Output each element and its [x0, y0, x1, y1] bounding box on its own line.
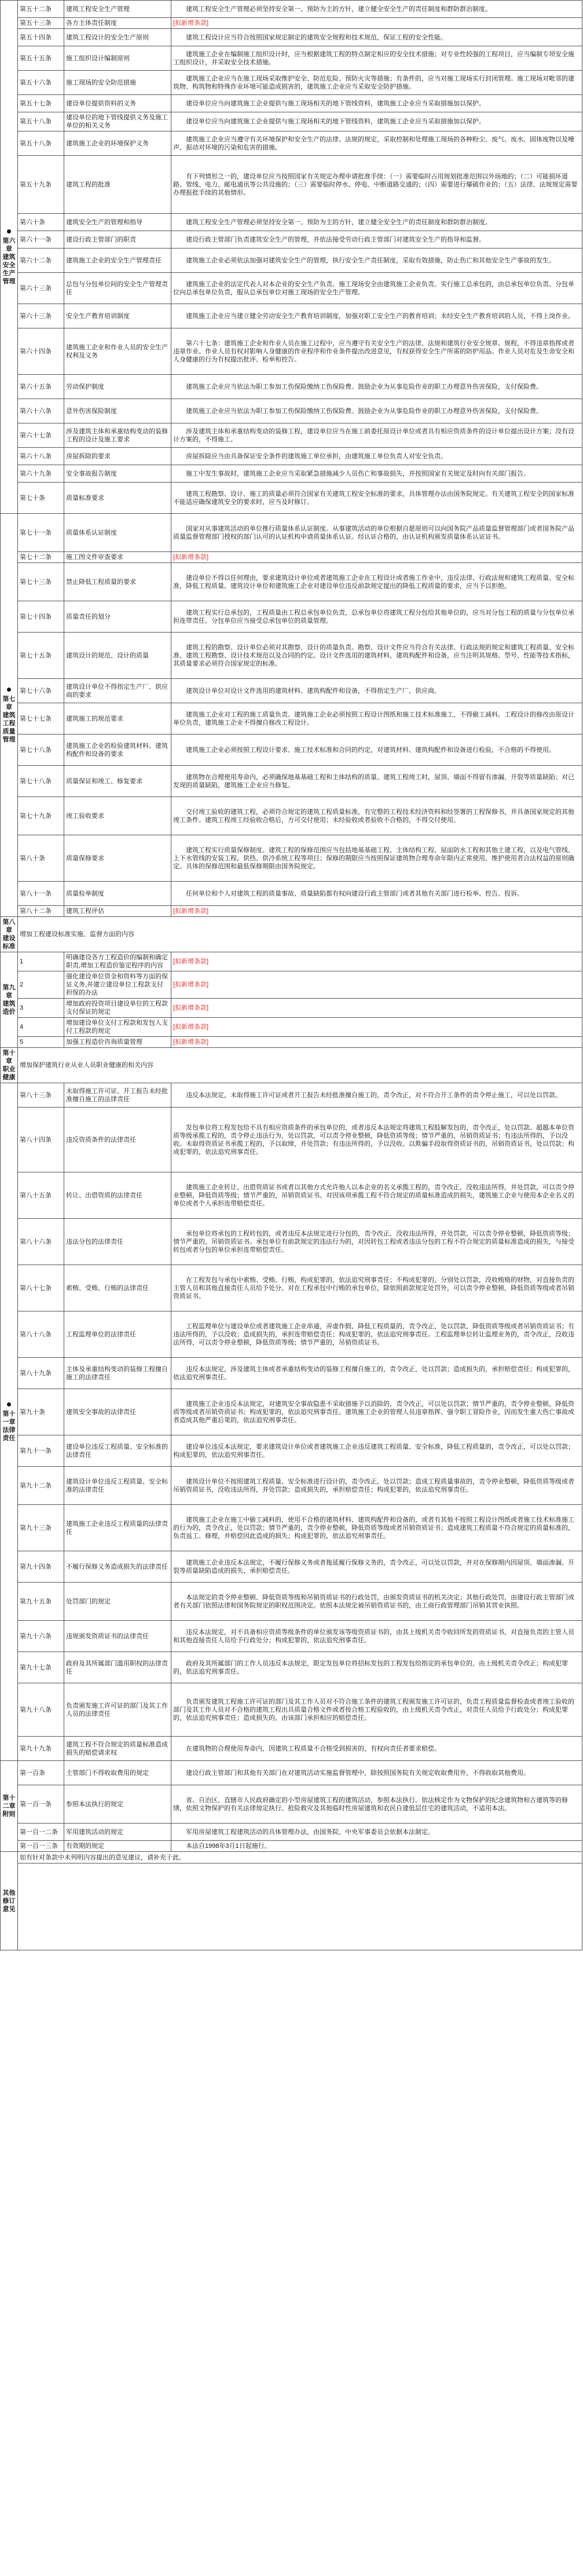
article-number: 第八十四条	[18, 1108, 64, 1172]
article-number: 第六十二条	[18, 249, 64, 273]
article-number: 第八十九条	[18, 1358, 64, 1389]
article-number: 第六十八条	[18, 448, 64, 465]
article-content: 建筑施工企业必须依法加强对建筑安全生产的管理，执行安全生产责任制度，采取有效措施，防止伤亡和其他安全生产事故的发生。	[171, 249, 582, 273]
article-content: 建筑设计单位不按照建筑工程质量、安全标准进行设计的，责令改正，处以罚款；造成工程质量事故的，责令停业整顿，降低资质等级或者吊销资质证书，没收违法所得，并处罚款；造成损失的，承担赔偿责任；构成犯罪的，依法追究刑事责任。	[171, 1467, 582, 1505]
article-number: 5	[18, 1037, 64, 1048]
table-row	[1, 1852, 582, 1864]
article-number: 3	[18, 999, 64, 1018]
article-topic: 建筑工程设计的安全生产原则	[64, 29, 171, 46]
chapter-cell	[1, 1761, 18, 1852]
article-content: 建筑施工企业对工程的施工质量负责。建筑施工企业必须按照工程设计图纸和施工技术标准施工，不得偷工减料。工程设计的修改由原设计单位负责，建筑施工企业不得擅自修改工程设计。	[171, 703, 582, 735]
article-topic: 建筑施工企业违反工程质量的法律责任	[64, 1505, 171, 1551]
article-topic: 转让、出借资质的法律责任	[64, 1172, 171, 1219]
article-content: 工程监理单位与建设单位或者建筑施工企业串通，弄虚作假、降低工程质量的，责令改正，处以罚款，降低资质等级或者吊销资质证书；有违法所得的，予以没收；造成损失的，承担连带赔偿责任；构成犯罪的，依法追究刑事责任。工程监理单位转让监理业务的，责令改正，没收违法所得，可以责令停业整顿，降低资质等级；情节严重的，吊销资质证书。	[171, 1311, 582, 1358]
article-number: 第八十三条	[18, 1083, 64, 1108]
table-row	[1, 797, 582, 835]
article-number: 第七十九条	[18, 797, 64, 835]
article-topic: 涉及建筑主体和承重结构变动的装修工程的设计及施工要求	[64, 423, 171, 448]
article-number: 第五十五条	[18, 46, 64, 71]
article-number: 第七十五条	[18, 633, 64, 679]
article-topic: 安全生产教育培训制度	[64, 304, 171, 328]
chapter-title: 第十章 职业健康	[2, 1050, 16, 1081]
article-number: 第六十一条	[18, 231, 64, 249]
article-content: 违反本法规定，对不具备相应资质等级条件的单位颁发该等级资质证书的，由其上级机关责令收回所发的资质证书，对直接负责的主管人员和其他直接责任人员给予行政处分；构成犯罪的，依法追究刑事责任。	[171, 1621, 582, 1652]
article-content: 建筑工程的勘察、设计单位必须对其勘察、设计的质量负责。勘察、设计文件应当符合有关法律、行政法规的规定和建筑工程质量、安全标准、建筑工程勘察、设计技术规范以及合同的约定。设计文件选用的建筑材料、建筑构配件和设备，应当注明其规格、型号、性能等技术指标，其质量要求必须符合国家规定的标准。	[171, 633, 582, 679]
article-topic: 建筑施工企业和作业人员的安全生产权利及义务	[64, 328, 171, 375]
article-number: 第七十四条	[18, 601, 64, 633]
article-topic: 质量标准要求	[64, 483, 171, 514]
article-content: 任何单位和个人对建筑工程的质量事故、质量缺陷都有权向建设行政主管部门或者其他有关部门进行检举、控告、投诉。	[171, 882, 582, 906]
article-number: 第七十条	[18, 483, 64, 514]
article-number: 第八十七条	[18, 1265, 64, 1311]
article-number: 第六十三条	[18, 273, 64, 304]
article-content: 建筑工程设计应当符合按照国家规定制定的建筑安全规程和技术规范，保证工程的安全性能。	[171, 29, 582, 46]
article-content: 建筑施工企业在编制施工组织设计时，应当根据建筑工程的特点制定相应的安全技术措施；对专业性较强的工程项目，应当编制专项安全施工组织设计，并采取安全技术措施。	[171, 46, 582, 71]
table-row	[1, 1505, 582, 1551]
table-row	[1, 1551, 582, 1583]
table-row	[1, 835, 582, 882]
article-number: 第六十条	[18, 214, 64, 231]
article-content: 建筑工程实行总承包的，工程质量由工程总承包单位负责，总承包单位将建筑工程分包给其他单位的，应当对分包工程的质量与分包单位承担连带责任。分包单位应当接受总承包单位的质量管理。	[171, 601, 582, 633]
article-topic: 主管部门不得收取费用的规定	[64, 1761, 171, 1785]
table-row	[1, 952, 582, 971]
table-row	[1, 249, 582, 273]
bullet-icon	[7, 229, 11, 233]
article-topic: 竣工验收要求	[64, 797, 171, 835]
article-number: 4	[18, 1018, 64, 1037]
article-number: 第九十四条	[18, 1551, 64, 1583]
article-number: 第一百一三条	[18, 1841, 64, 1852]
article-topic: 施工图文件审查要求	[64, 552, 171, 563]
article-number: 第五十七条	[18, 95, 64, 112]
article-number: 第九十五条	[18, 1583, 64, 1621]
article-number: 第七十八条	[18, 735, 64, 766]
table-row	[1, 131, 582, 156]
article-number: 第六十六条	[18, 399, 64, 423]
article-topic: 主体及承重结构变动的装修工程擅自施工的法律责任	[64, 1358, 171, 1389]
article-topic: 未取得施工许可证、开工报告未经批准擅自施工的法律责任	[64, 1083, 171, 1108]
chapter-cell	[1, 952, 18, 1048]
article-number: 第七十八条	[18, 766, 64, 797]
article-topic: 建设单位的地下管线提供义务及施工单位的相关义务	[64, 112, 171, 131]
article-number: 第五十四条	[18, 29, 64, 46]
table-row	[1, 766, 582, 797]
article-content: 建筑施工企业应当在施工现场采取维护安全、防范危险、预防火灾等措施；有条件的，应当对施工现场实行封闭管理。施工现场对毗邻的建筑物、构筑物和特殊作业环境可能造成损害的，建筑施工企业应当采取安全防护措施。	[171, 71, 582, 95]
article-content: 建筑工程勘察、设计、施工的质量必须符合国家有关建筑工程安全标准的要求，具体管理办法由国务院规定。有关建筑工程安全的国家标准不能适应确保建筑安全的要求时，应当及时修订。	[171, 483, 582, 514]
article-number: 第九十七条	[18, 1652, 64, 1683]
table-row	[1, 563, 582, 601]
article-content: 在工程发包与承包中索贿、受贿、行贿，构成犯罪的，依法追究刑事责任；不构成犯罪的，分别处以罚款，没收贿赂的财物，对直接负责的主管人员和其他直接责任人员给予处分。对在工程承包中行贿的承包单位，除依照前款规定处罚外，可以责令停业整顿，降低资质等级或者吊销资质证书。	[171, 1265, 582, 1311]
table-row	[1, 917, 582, 952]
article-content: 建设单位违反本法规定，要求建筑设计单位或者建筑施工企业违反建筑工程质量、安全标准，降低工程质量的，责令改正，可以处以罚款；构成犯罪的，依法追究刑事责任。	[171, 1435, 582, 1467]
chapter-title: 其他修订意见	[2, 1889, 16, 1913]
table-row	[1, 735, 582, 766]
article-topic: 违法分包的法律责任	[64, 1219, 171, 1265]
article-topic: 明确建设各方工程造价的编制和确定职责,增加工程造价鉴定程序的内容	[64, 952, 171, 971]
article-number: 第七十一条	[18, 514, 64, 552]
table-row	[1, 18, 582, 29]
table-row	[1, 882, 582, 906]
new-clause-tag: [拟新增条款]	[171, 1018, 582, 1037]
table-row	[1, 1652, 582, 1683]
article-content: 建筑设计单位对设计文件选用的建筑材料、建筑构配件和设备，不得指定生产厂、供应商。	[171, 679, 582, 703]
article-content: 建筑施工企业的法定代表人对本企业的安全生产负责。施工现场安全由建筑施工企业负责。实行施工总承包的，由总承包单位负责。分包单位向总承包单位负责，服从总承包单位对施工现场的安全生产管理。	[171, 273, 582, 304]
article-topic: 建筑工程的批准	[64, 156, 171, 214]
article-content: 建筑工程实行质量保修制度。建筑工程的保修范围应当包括地基基础工程、主体结构工程、屋面防水工程和其他土建工程，以及电气管线、上下水管线的安装工程，供热、供冷系统工程等项目；保修的期限应当按照保证建筑物合理寿命年限内正常使用，维护使用者合法权益的原则确定。具体的保修范围和最低保修期限由国务院规定。	[171, 835, 582, 882]
article-content: 房屋拆除应当由具备保证安全条件的建筑施工单位承担，由建筑施工单位负责人对安全负责。	[171, 448, 582, 465]
article-content: 建筑施工企业违反本法规定，对建筑安全事故隐患不采取措施予以消除的，责令改正，可以处以罚款；情节严重的，责令停业整顿，降低资质等级或者吊销资质证书；构成犯罪的，依法追究刑事责任。建筑施工企业的管理人员违章指挥、强令职工冒险作业，因而发生重大伤亡事故或者造成其他严重后果的，依法追究刑事责任。	[171, 1389, 582, 1435]
table-row	[1, 906, 582, 917]
table-row	[1, 273, 582, 304]
table-row	[1, 1311, 582, 1358]
table-row	[1, 1219, 582, 1265]
table-row	[1, 1583, 582, 1621]
article-content: 国家对从事建筑活动的单位推行质量体系认证制度。从事建筑活动的单位根据自愿原则可以向国务院产品质量监督管理部门或者国务院产品质量监督管理部门授权的部门认可的认证机构申请质量体系认证。经认证合格的，由认证机构颁发质量体系认证证书。	[171, 514, 582, 552]
new-clause-tag: [拟新增条款]	[171, 906, 582, 917]
article-topic: 增加建设单位支付工程款和发包人支付工程款的规定	[64, 1018, 171, 1037]
chapter-cell	[1, 1083, 18, 1761]
article-content: 建筑施工企业必须按照工程设计要求、施工技术标准和合同的约定，对建筑材料、建筑构配件和设备进行检验，不合格的不得使用。	[171, 735, 582, 766]
article-number: 第五十二条	[18, 1, 64, 18]
article-content: 施工中发生事故时，建筑施工企业应当采取紧急措施减少人员伤亡和事故损失，并按照国家有关规定及时向有关部门报告。	[171, 465, 582, 483]
article-topic: 建筑施工的规范要求	[64, 703, 171, 735]
table-row	[1, 156, 582, 214]
article-content: 涉及建筑主体和承重结构变动的装修工程，建设单位应当在施工前委托原设计单位或者具有相应资质条件的设计单位提出设计方案；没有设计方案的，不得施工。	[171, 423, 582, 448]
chapter-cell	[1, 1852, 18, 1950]
article-number: 第七十七条	[18, 703, 64, 735]
article-number: 第九十三条	[18, 1505, 64, 1551]
article-topic: 质量保证和竣工、修复要求	[64, 766, 171, 797]
article-number: 第八十条	[18, 835, 64, 882]
article-topic: 建筑安全生产的管理和指导	[64, 214, 171, 231]
article-topic: 有效期的规定	[64, 1841, 171, 1852]
article-number: 第一百条	[18, 1761, 64, 1785]
article-topic: 建筑设计单位违反工程质量、安全标准的法律责任	[64, 1467, 171, 1505]
table-row	[1, 1435, 582, 1467]
article-number: 第六十四条	[18, 328, 64, 375]
article-number: 第六十七条	[18, 423, 64, 448]
blank-input-area[interactable]	[18, 1864, 582, 1950]
table-row	[1, 112, 582, 131]
table-row	[1, 1172, 582, 1219]
article-topic: 建筑施工企业的环境保护义务	[64, 131, 171, 156]
article-number: 第一百一二条	[18, 1824, 64, 1841]
table-row	[1, 552, 582, 563]
table-row	[1, 328, 582, 375]
table-row	[1, 304, 582, 328]
revision-note: 增加工程建设标准实施、监督方面的内容	[18, 917, 582, 952]
bullet-icon	[7, 688, 11, 692]
bullet-icon	[7, 1402, 11, 1406]
article-content: 建设单位应当向建筑施工企业提供与施工现场相关的地下管线资料，建筑施工企业应当采取措施加以保护。	[171, 95, 582, 112]
article-topic: 施工现场的安全防范措施	[64, 71, 171, 95]
table-row	[1, 29, 582, 46]
table-row	[1, 601, 582, 633]
article-content: 本法规定的责令停业整顿、降低资质等级和吊销资质证书的行政处罚，由颁发资质证书的机关决定；其他行政处罚，由建设行政主管部门或者有关部门依照法律和国务院规定的职权范围决定。依照本法规定被吊销资质证书的，由工商行政管理部门吊销其营业执照。	[171, 1583, 582, 1621]
table-row	[1, 95, 582, 112]
article-topic: 军用建筑活动的规定	[64, 1824, 171, 1841]
article-number: 1	[18, 952, 64, 971]
table-row	[1, 231, 582, 249]
article-topic: 劳动保护制度	[64, 375, 171, 399]
article-topic: 安全事故报告制度	[64, 465, 171, 483]
article-topic: 不履行保修义务造成损失的法律责任	[64, 1551, 171, 1583]
article-content: 军用房屋建筑工程建筑活动的具体管理办法，由国务院、中央军事委员会依据本法制定。	[171, 1824, 582, 1841]
table-row	[1, 1, 582, 18]
article-content: 违反本法规定，未取得施工许可证或者开工报告未经批准擅自施工的，责令改正，对不符合开工条件的责令停止施工，可以处以罚款。	[171, 1083, 582, 1108]
article-content: 省、自治区、直辖市人民政府确定的小型房屋建筑工程的建筑活动，参照本法执行。依法核定作为文物保护的纪念建筑物和古建筑等的修缮，依照文物保护的有关法律规定执行。抢险救灾及其他临时性房屋建筑和农民自建低层住宅的建筑活动，不适用本法。	[171, 1785, 582, 1824]
table-row	[1, 703, 582, 735]
article-number: 第八十六条	[18, 1219, 64, 1265]
article-topic: 加强工程造价咨询质量管理	[64, 1037, 171, 1048]
article-number: 2	[18, 971, 64, 999]
article-topic: 政府及其所属部门滥用职权的法律责任	[64, 1652, 171, 1683]
article-content: 建筑工程安全生产管理必须坚持安全第一、预防为主的方针，建立健全安全生产的责任制度和群防群治制度。	[171, 214, 582, 231]
article-number: 第九十条	[18, 1389, 64, 1435]
new-clause-tag: [拟新增条款]	[171, 18, 582, 29]
article-content: 在建筑物的合理使用寿命内，因建筑工程质量不合格受到损害的，有权向责任者要求赔偿。	[171, 1737, 582, 1761]
article-number: 第九十六条	[18, 1621, 64, 1652]
table-row	[1, 1761, 582, 1785]
article-content: 建筑施工企业应当依法为职工参加工伤保险缴纳工伤保险费。鼓励企业为从事危险作业的职工办理意外伤害保险，支付保险费。	[171, 399, 582, 423]
article-content: 建筑施工企业应当依法为职工参加工伤保险缴纳工伤保险费。鼓励企业为从事危险作业的职工办理意外伤害保险，支付保险费。	[171, 375, 582, 399]
article-content: 建设行政主管部门和其他有关部门在对建筑活动实施监督管理中，除按照国务院有关规定收取费用外，不得收取其他费用。	[171, 1761, 582, 1785]
new-clause-tag: [拟新增条款]	[171, 552, 582, 563]
table-row	[1, 514, 582, 552]
article-topic: 建设单位违反工程质量、安全标准的法律责任	[64, 1435, 171, 1467]
article-number: 第八十一条	[18, 882, 64, 906]
table-row	[1, 999, 582, 1018]
article-number: 第七十六条	[18, 679, 64, 703]
new-clause-tag: [拟新增条款]	[171, 1037, 582, 1048]
article-topic: 建筑工程不符合规定的质量标准造成损失的赔偿请求权	[64, 1737, 171, 1761]
article-content: 政府及其所属部门的工作人员违反本法规定，限定发包单位将招标发包的工程发包给指定的承包单位的，由上级机关责令改正；构成犯罪的，依法追究刑事责任。	[171, 1652, 582, 1683]
table-row	[1, 971, 582, 999]
article-content: 建筑施工企业应当建立健全劳动安全生产教育培训制度，加强对职工安全生产的教育培训；未经安全生产教育培训的人员，不得上岗作业。	[171, 304, 582, 328]
table-row	[1, 1737, 582, 1761]
article-content: 建筑施工企业在施工中偷工减料的，使用不合格的建筑材料、建筑构配件和设备的，或者有其他不按照工程设计图纸或者施工技术标准施工的行为的，责令改正，处以罚款；情节严重的，责令停业整顿，降低资质等级或者吊销资质证书；造成建筑工程质量不符合规定的质量标准的，负责返工、修理，并赔偿因此造成的损失；构成犯罪的，依法追究刑事责任。	[171, 1505, 582, 1551]
revision-note: 如有针对条款中未列明内容提出的意见建议，请补充于此。	[18, 1852, 582, 1864]
table-row	[1, 1108, 582, 1172]
table-row	[1, 214, 582, 231]
article-topic: 建筑安全事故的法律责任	[64, 1389, 171, 1435]
table-row	[1, 465, 582, 483]
article-number: 第九十二条	[18, 1467, 64, 1505]
article-number: 第六十九条	[18, 465, 64, 483]
article-topic: 意外伤害保险制度	[64, 399, 171, 423]
chapter-title: 第七章 建筑工程质量管理	[2, 695, 16, 743]
article-topic: 建筑设计单位不得指定生产厂、供应商的要求	[64, 679, 171, 703]
article-content: 建设单位不得以任何理由，要求建筑设计单位或者建筑施工企业在工程设计或者施工作业中，违反法律、行政法规和建筑工程质量、安全标准，降低工程质量。建筑设计单位和建筑施工企业对建设单位违反前款规定提出的降低工程质量的要求，应当予以拒绝。	[171, 563, 582, 601]
article-content: 发包单位将工程发包给不具有相应资质条件的承包单位的，或者违反本法规定将建筑工程肢解发包的，责令改正，处以罚款。超越本单位资质等级承揽工程的，责令停止违法行为，处以罚款，可以责令停业整顿，降低资质等级；情节严重的，吊销资质证书；有违法所得的，予以没收。未取得资质证书承揽工程的，予以取缔，并处罚款；有违法所得的，予以没收。以欺骗手段取得资质证书的，吊销资质证书，处以罚款；构成犯罪的，依法追究刑事责任。	[171, 1108, 582, 1172]
table-row	[1, 1389, 582, 1435]
article-topic: 质量体系认证制度	[64, 514, 171, 552]
article-topic: 房屋拆除的要求	[64, 448, 171, 465]
article-topic: 禁止降低工程质量的要求	[64, 563, 171, 601]
article-number: 第九十八条	[18, 1683, 64, 1737]
article-topic: 参照本法执行的规定	[64, 1785, 171, 1824]
table-row	[1, 1037, 582, 1048]
article-topic: 建筑工程评估	[64, 906, 171, 917]
article-number: 第八十八条	[18, 1311, 64, 1358]
chapter-cell	[1, 1048, 18, 1083]
article-content: 建筑物在合理使用寿命内，必须确保地基基础工程和主体结构的质量。建筑工程竣工时，屋顶、墙面不得留有渗漏、开裂等质量缺陷；对已发现的质量缺陷，建筑施工企业应当修复。	[171, 766, 582, 797]
table-row	[1, 633, 582, 679]
article-content: 建筑施工企业违反本法规定，不履行保修义务或者拖延履行保修义务的，责令改正，可以处以罚款，并对在保修期内因屋顶、墙面渗漏、开裂等质量缺陷造成的损失，承担赔偿责任。	[171, 1551, 582, 1583]
article-content: 本法自1998年3月1日起施行。	[171, 1841, 582, 1852]
table-row	[1, 483, 582, 514]
article-topic: 违规颁发资质证书的法律责任	[64, 1621, 171, 1652]
table-row	[1, 679, 582, 703]
article-topic: 建筑施工企业的检验建筑材料、建筑构配件和设备的要求	[64, 735, 171, 766]
article-number: 第五十三条	[18, 18, 64, 29]
new-clause-tag: [拟新增条款]	[171, 971, 582, 999]
chapter-title: 第十二章 附则	[2, 1795, 16, 1818]
article-topic: 负责颁发施工许可证的部门及其工作人员的法律责任	[64, 1683, 171, 1737]
article-content: 建筑施工企业应当遵守有关环境保护和安全生产的法律、法规的规定，采取控制和处理施工现场的各种粉尘、废气、废水、固体废物以及噪声、振动对环境的污染和危害的措施。	[171, 131, 582, 156]
table-row	[1, 375, 582, 399]
article-content: 承包单位将承包的工程转包的，或者违反本法规定进行分包的，责令改正，没收违法所得，并处罚款，可以责令停业整顿，降低资质等级；情节严重的，吊销资质证书。承包单位有前款规定的违法行为的，对因转包工程或者违法分包的工程不符合规定的质量标准造成的损失，与接受转包或者分包的单位承担连带赔偿责任。	[171, 1219, 582, 1265]
article-content: 有下列情形之一的，建设单位应当按照国家有关规定办理申请批准手续：（一）需要临时占用规划批准范围以外场地的；（二）可能损坏道路、管线、电力、邮电通讯等公共设施的；（三）需要临时停水、停电、中断道路交通的；（四）需要进行爆破作业的；（五）法律、法规规定需要办理报批手续的其他情形。	[171, 156, 582, 214]
article-topic: 增加政府投资项目建设单位的工程款支付保证的规定	[64, 999, 171, 1018]
article-topic: 质量保修要求	[64, 835, 171, 882]
table-row	[1, 1841, 582, 1852]
chapter-title: 第九章 建筑造价	[2, 984, 16, 1015]
table-row	[1, 1048, 582, 1083]
chapter-title: 第八章 建设标准	[2, 919, 16, 950]
new-clause-tag: [拟新增条款]	[171, 999, 582, 1018]
article-content: 建设单位应当向建筑施工企业提供与施工现场相关的地下管线资料，建筑施工企业应当采取措施加以保护。	[171, 112, 582, 131]
table-row	[1, 1864, 582, 1950]
article-content: 违反本法规定，涉及建筑主体或者承重结构变动的装修工程擅自施工的，责令改正，处以罚款；造成损失的，承担赔偿责任；构成犯罪的，依法追究刑事责任。	[171, 1358, 582, 1389]
article-content: 交付竣工验收的建筑工程，必须符合规定的建筑工程质量标准，有完整的工程技术经济资料和经签署的工程保修书，并具备国家规定的其他竣工条件。建筑工程竣工经验收合格后，方可交付使用；未经验收或者验收不合格的，不得交付使用。	[171, 797, 582, 835]
chapter-cell	[1, 1, 18, 514]
table-row	[1, 1467, 582, 1505]
article-topic: 质量责任的划分	[64, 601, 171, 633]
article-number: 第五十八条	[18, 131, 64, 156]
article-number: 第五十九条	[18, 156, 64, 214]
article-number: 第九十一条	[18, 1435, 64, 1467]
article-number: 第五十六条	[18, 71, 64, 95]
article-topic: 施工组织设计编制原则	[64, 46, 171, 71]
article-topic: 建设单位提供资料的义务	[64, 95, 171, 112]
article-number: 第六十五条	[18, 375, 64, 399]
new-clause-tag: [拟新增条款]	[171, 952, 582, 971]
table-row	[1, 71, 582, 95]
article-number: 第一百一条	[18, 1785, 64, 1824]
chapter-title: 第十一章 法律责任	[2, 1410, 16, 1442]
chapter-cell	[1, 514, 18, 917]
table-row	[1, 448, 582, 465]
table-row	[1, 423, 582, 448]
article-topic: 建筑工程安全生产管理	[64, 1, 171, 18]
table-row	[1, 1018, 582, 1037]
article-topic: 建设行政主管部门的职责	[64, 231, 171, 249]
article-topic: 总包与分包单位间的安全生产管理责任	[64, 273, 171, 304]
article-topic: 强化建设单位资金和资料等方面的保证义务,并建立建设单位工程款支付担保的办法	[64, 971, 171, 999]
article-number: 第七十三条	[18, 563, 64, 601]
table-row	[1, 1824, 582, 1841]
table-row	[1, 1358, 582, 1389]
article-number: 第七十二条	[18, 552, 64, 563]
article-number: 第八十二条	[18, 906, 64, 917]
article-number: 第八十五条	[18, 1172, 64, 1219]
article-topic: 处罚部门的规定	[64, 1583, 171, 1621]
revision-note: 增加保护建筑行业从业人员职业健康的相关内容	[18, 1048, 582, 1083]
table-row	[1, 1083, 582, 1108]
article-number: 第六十三条	[18, 304, 64, 328]
article-topic: 质量检举制度	[64, 882, 171, 906]
table-row	[1, 1265, 582, 1311]
table-row	[1, 1683, 582, 1737]
article-number: 第九十九条	[18, 1737, 64, 1761]
chapter-title: 第六章 建筑安全生产管理	[2, 237, 16, 285]
article-topic: 索贿、受贿、行贿的法律责任	[64, 1265, 171, 1311]
article-content: 第六十七条：建筑施工企业和作业人员在施工过程中，应当遵守有关安全生产的法律、法规和建筑行业安全规章、规程，不得违章指挥或者违章作业。作业人员有权对影响人身健康的作业程序和作业条件提出改进意见，有权获得安全生产所需的防护用品。作业人员对危及生命安全和人身健康的行为有权提出批评、检举和控告。	[171, 328, 582, 375]
article-topic: 工程监理单位的法律责任	[64, 1311, 171, 1358]
table-row	[1, 1621, 582, 1652]
article-topic: 建筑设计的规范、设计的质量	[64, 633, 171, 679]
article-topic: 各方主体责任制度	[64, 18, 171, 29]
article-content: 建筑施工企业转让、出借资质证书或者以其他方式允许他人以本企业的名义承揽工程的，责令改正，没收违法所得，并处罚款，可以责令停业整顿，降低资质等级；情节严重的，吊销资质证书。对因该项承揽工程不符合规定的质量标准造成的损失，建筑施工企业与使用本企业名义的单位或者个人承担连带赔偿责任。	[171, 1172, 582, 1219]
article-number: 第五十八条	[18, 112, 64, 131]
table-row	[1, 46, 582, 71]
article-content: 负责颁发建筑工程施工许可证的部门及其工作人员对不符合施工条件的建筑工程颁发施工许可证的，负责工程质量监督检查或者竣工验收的部门及其工作人员对不合格的建筑工程出具质量合格文件或者按合格工程验收的，由上级机关责令改正，对责任人员给予行政处分；构成犯罪的，依法追究刑事责任；造成损失的，由该部门承担相应的赔偿责任。	[171, 1683, 582, 1737]
article-topic: 违反资质条件的法律责任	[64, 1108, 171, 1172]
table-row	[1, 1785, 582, 1824]
article-content: 建筑工程安全生产管理必须坚持安全第一、预防为主的方针，建立健全安全生产的责任制度和群防群治制度。	[171, 1, 582, 18]
article-topic: 建筑施工企业的安全生产管理责任	[64, 249, 171, 273]
chapter-cell	[1, 917, 18, 952]
article-content: 建设行政主管部门负责建筑安全生产的管理，并依法接受劳动行政主管部门对建筑安全生产的指导和监督。	[171, 231, 582, 249]
table-row	[1, 399, 582, 423]
